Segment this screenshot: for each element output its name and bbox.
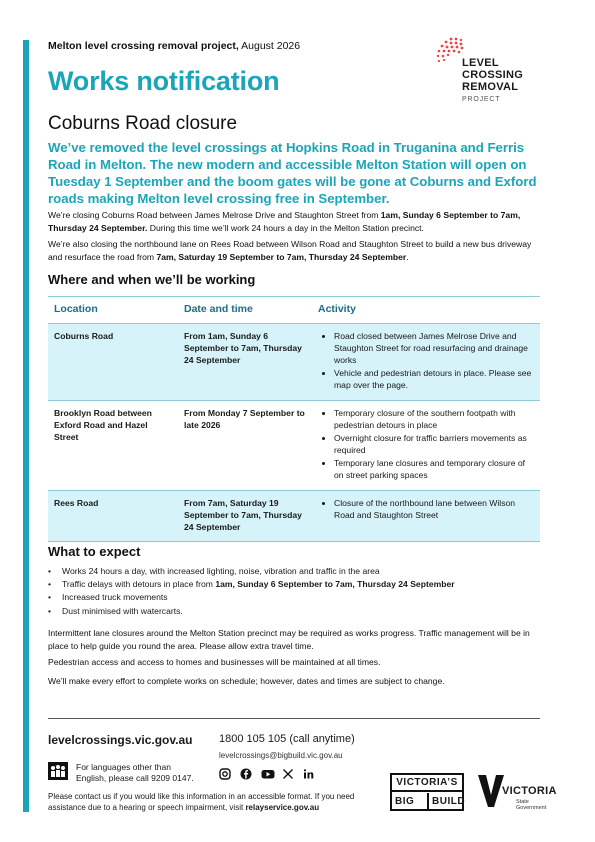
languages-text: For languages other than English, please call 9209 0147. [76, 762, 194, 783]
activity-item: • Temporary lane closures and temporary closure of on street parking spaces [334, 457, 534, 481]
facebook-icon[interactable] [240, 768, 252, 780]
activity-item: • Vehicle and pedestrian detours in place. Please see map over the page. [334, 367, 534, 391]
row-location: Rees Road [48, 491, 178, 542]
logo-wordmark: LEVEL CROSSING REMOVAL [462, 57, 524, 93]
youtube-icon[interactable] [261, 768, 273, 780]
x-icon[interactable] [282, 768, 294, 780]
expect-heading: What to expect [48, 544, 141, 559]
works-heading: Where and when we’ll be working [48, 272, 256, 287]
intro-paragraph-1: We’re closing Coburns Road between James Melrose Drive and Staughton Street from 1am, Sunday 6 September to 7am, Thursday 24 September. During this time we’ll work 24 hours a day in the Melton Station precinct. [48, 210, 521, 233]
column-header-location: Location [48, 297, 178, 324]
column-header-activity: Activity [312, 297, 540, 324]
phone-number[interactable]: 1800 105 105 (call anytime) [219, 733, 355, 745]
activity-item: • Temporary closure of the southern footpath with pedestrian detours in place [334, 407, 534, 431]
footer-divider [48, 718, 540, 719]
relay-service-link[interactable]: relayservice.gov.au [245, 803, 320, 812]
list-item: • Traffic delays with detours in place from 1am, Sunday 6 September to 7am, Thursday 24 September [48, 578, 548, 591]
activity-item: • Overnight closure for traffic barriers movements as required [334, 432, 534, 456]
table-row [48, 401, 540, 491]
level-crossing-removal-logo [434, 36, 554, 116]
accent-side-bar [23, 40, 29, 812]
social-links [219, 768, 315, 780]
victorias-big-build-logo: VICTORIA’S BIG BUILD [390, 773, 464, 811]
victoria-state-government-logo: VICTORIA State Government [478, 773, 548, 813]
row-activity [312, 491, 540, 542]
row-date: From 1am, Sunday 6 September to 7am, Thursday 24 September [178, 324, 312, 401]
activity-item: • Road closed between James Melrose Drive and Staughton Street for road resurfacing and drainage works [334, 330, 534, 366]
accessibility-contact: Please contact us if you would like this information in an accessible format. If you need assistance due to a hearing or speech impairment, visit relayservice.gov.au [48, 792, 355, 812]
row-location: Coburns Road [48, 324, 178, 401]
languages-icon [48, 762, 68, 780]
row-date: From Monday 7 September to late 2026 [178, 401, 312, 491]
list-item: • Dust minimised with watercarts. [48, 605, 548, 618]
project-kicker: Melton level crossing removal project, August 2026 [48, 40, 301, 52]
expect-paragraph-3: We’ll make every effort to complete works on schedule; however, dates and times are subject to change. [48, 676, 445, 686]
list-item: • Increased truck movements [48, 591, 548, 604]
table-row [48, 491, 540, 542]
instagram-icon[interactable] [219, 768, 231, 780]
victoria-v-icon [478, 775, 504, 809]
email-link[interactable]: levelcrossings@bigbuild.vic.gov.au [219, 751, 343, 760]
expect-list [48, 565, 548, 618]
lead-paragraph: We’ve removed the level crossings at Hopkins Road in Truganina and Ferris Road in Melton. The new modern and accessible Melton Station will open on Tuesday 1 September and the boom gates will be gone at Coburns and Exford roads making Melton level crossing free in September. [48, 140, 537, 206]
works-table [48, 296, 540, 542]
logo-project-label: PROJECT [462, 96, 501, 103]
column-header-date: Date and time [178, 297, 312, 324]
website-link[interactable]: levelcrossings.vic.gov.au [48, 733, 193, 747]
row-activity [312, 401, 540, 491]
intro-paragraph-2: We’re also closing the northbound lane on Rees Road between Wilson Road and Staughton Street to build a new bus driveway and resurface the road from 7am, Saturday 19 September to 7am, Thursday 24 September. [48, 239, 532, 262]
row-date: From 7am, Saturday 19 September to 7am, Thursday 24 September [178, 491, 312, 542]
activity-item: • Closure of the northbound lane between Wilson Road and Staughton Street [334, 497, 534, 521]
page-title: Works notification [48, 66, 280, 96]
list-item: • Works 24 hours a day, with increased lighting, noise, vibration and traffic in the area [48, 565, 548, 578]
table-header-row [48, 297, 540, 324]
page-subtitle: Coburns Road closure [48, 113, 238, 134]
table-row [48, 324, 540, 401]
expect-paragraph-1: Intermittent lane closures around the Melton Station precinct may be required as works progress. Traffic management will be in place to help guide you round the area. Please allow extra travel time. [48, 628, 530, 651]
expect-paragraph-2: Pedestrian access and access to homes and businesses will be maintained at all times. [48, 657, 381, 667]
linkedin-icon[interactable] [303, 768, 315, 780]
row-activity [312, 324, 540, 401]
row-location: Brooklyn Road between Exford Road and Hazel Street [48, 401, 178, 491]
